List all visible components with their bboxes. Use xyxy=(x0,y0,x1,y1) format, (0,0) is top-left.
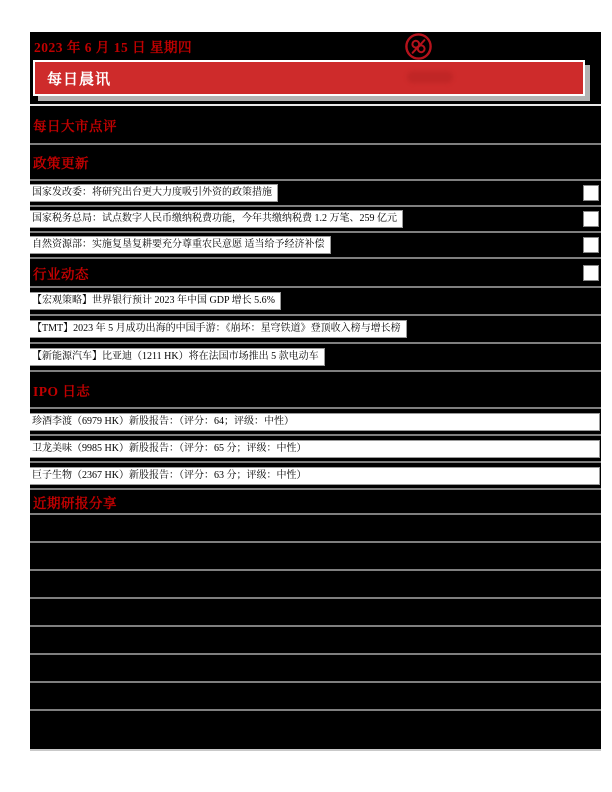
title-banner xyxy=(33,60,585,96)
policy-item-link[interactable]: 国家税务总局：试点数字人民币缴纳税费功能，今年共缴纳税费 1.2 万笔、259 亿元 xyxy=(30,210,403,228)
section-label: 行业动态 xyxy=(33,266,89,282)
section-label: 政策更新 xyxy=(33,156,89,171)
date-text: 2023 年 6 月 15 日 星期四 xyxy=(34,40,192,55)
date-bar xyxy=(30,32,601,60)
checkbox-placeholder[interactable] xyxy=(583,237,599,253)
section-header-reports xyxy=(30,490,601,515)
section-label: 近期研报分享 xyxy=(33,495,117,511)
ipo-item-link[interactable]: 卫龙美味（9985 HK）新股报告：（评分：65 分；评级：中性） xyxy=(30,440,600,458)
report-empty-slot xyxy=(30,599,601,627)
section-label: 每日大市点评 xyxy=(33,118,117,134)
report-empty-slot xyxy=(30,683,601,711)
report-empty-slot xyxy=(30,655,601,683)
report-empty-slot xyxy=(30,571,601,599)
section-header-policy xyxy=(30,145,601,181)
checkbox-placeholder[interactable] xyxy=(583,185,599,201)
ipo-item-row xyxy=(30,436,601,463)
checkbox-placeholder[interactable] xyxy=(583,265,599,281)
ipo-item-link[interactable]: 珍酒李渡（6979 HK）新股报告：（评分：64；评级：中性） xyxy=(30,413,600,431)
industry-item-row xyxy=(30,344,601,372)
section-header-ipo xyxy=(30,372,601,409)
newsletter-title: 每日晨讯 xyxy=(47,70,112,88)
industry-item-row xyxy=(30,316,601,344)
report-empty-slot xyxy=(30,627,601,655)
title-banner-wrap xyxy=(30,60,601,104)
banner-watermark xyxy=(407,71,453,83)
newsletter-page xyxy=(30,32,601,751)
ipo-item-row xyxy=(30,409,601,436)
report-empty-slot xyxy=(30,711,601,749)
checkbox-placeholder[interactable] xyxy=(583,211,599,227)
industry-item-link[interactable]: 【TMT】2023 年 5 月成功出海的中国手游：《崩坏：星穹铁道》登顶收入榜与增长榜 xyxy=(30,320,407,338)
section-header-industry xyxy=(30,259,601,288)
industry-item-link[interactable]: 【宏观策略】世界银行预计 2023 年中国 GDP 增长 5.6% xyxy=(30,292,281,310)
report-empty-slot xyxy=(30,515,601,543)
policy-item-link[interactable]: 国家发改委：将研究出台更大力度吸引外资的政策措施 xyxy=(30,184,278,202)
industry-item-link[interactable]: 【新能源汽车】比亚迪（1211 HK）将在法国市场推出 5 款电动车 xyxy=(30,348,325,366)
section-header-market-review xyxy=(30,106,601,145)
ipo-item-row xyxy=(30,463,601,490)
section-label: IPO 日志 xyxy=(33,383,91,399)
policy-item-link[interactable]: 自然资源部：实施复垦复耕要充分尊重农民意愿 适当给予经济补偿 xyxy=(30,236,331,254)
policy-item-row xyxy=(30,207,601,233)
policy-item-row xyxy=(30,233,601,259)
policy-item-row xyxy=(30,181,601,207)
industry-item-row xyxy=(30,288,601,316)
ipo-item-link[interactable]: 巨子生物（2367 HK）新股报告：（评分：63 分；评级：中性） xyxy=(30,467,600,485)
report-empty-slot xyxy=(30,543,601,571)
brand-circle-logo-icon xyxy=(405,33,432,60)
